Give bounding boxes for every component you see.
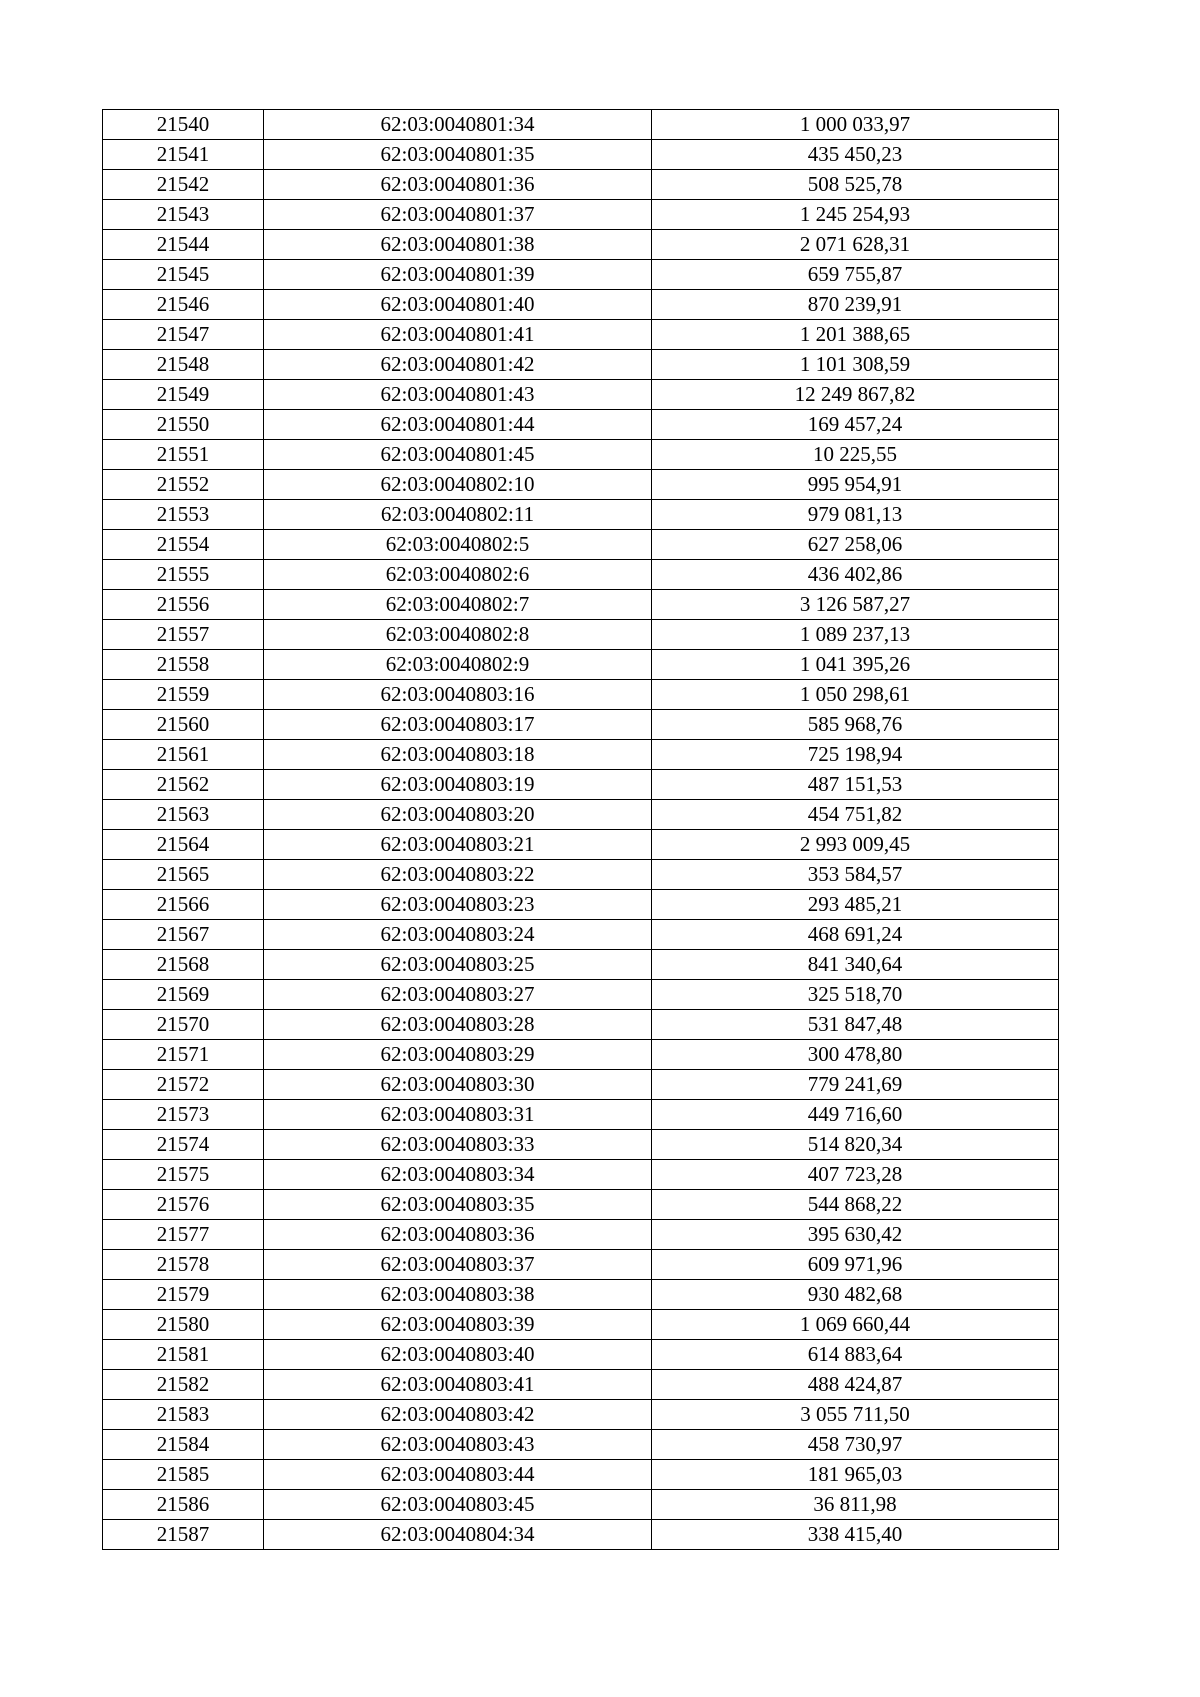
cadastral-number-cell: 62:03:0040801:36 (264, 170, 652, 200)
cadastral-value-cell: 585 968,76 (652, 710, 1059, 740)
cadastral-number-cell: 62:03:0040802:8 (264, 620, 652, 650)
table-row (103, 1130, 1059, 1160)
cadastral-number-cell: 62:03:0040803:25 (264, 950, 652, 980)
cadastral-value-cell: 930 482,68 (652, 1280, 1059, 1310)
row-number-cell: 21570 (103, 1010, 264, 1040)
cadastral-number-cell: 62:03:0040802:10 (264, 470, 652, 500)
cadastral-number-cell: 62:03:0040803:18 (264, 740, 652, 770)
cadastral-number-cell: 62:03:0040803:45 (264, 1490, 652, 1520)
row-number-cell: 21578 (103, 1250, 264, 1280)
table-row (103, 1160, 1059, 1190)
table-row (103, 890, 1059, 920)
cadastral-value-cell: 12 249 867,82 (652, 380, 1059, 410)
cadastral-number-cell: 62:03:0040803:43 (264, 1430, 652, 1460)
cadastral-number-cell: 62:03:0040803:23 (264, 890, 652, 920)
cadastral-number-cell: 62:03:0040803:41 (264, 1370, 652, 1400)
table-row (103, 1460, 1059, 1490)
cadastral-number-cell: 62:03:0040803:20 (264, 800, 652, 830)
table-row (103, 830, 1059, 860)
row-number-cell: 21579 (103, 1280, 264, 1310)
cadastral-value-cell: 3 055 711,50 (652, 1400, 1059, 1430)
row-number-cell: 21580 (103, 1310, 264, 1340)
table-row (103, 1400, 1059, 1430)
row-number-cell: 21550 (103, 410, 264, 440)
table-row (103, 920, 1059, 950)
table-row (103, 1490, 1059, 1520)
row-number-cell: 21555 (103, 560, 264, 590)
row-number-cell: 21547 (103, 320, 264, 350)
cadastral-number-cell: 62:03:0040803:39 (264, 1310, 652, 1340)
row-number-cell: 21565 (103, 860, 264, 890)
cadastral-value-cell: 514 820,34 (652, 1130, 1059, 1160)
cadastral-value-cell: 2 993 009,45 (652, 830, 1059, 860)
row-number-cell: 21551 (103, 440, 264, 470)
cadastral-value-cell: 1 041 395,26 (652, 650, 1059, 680)
cadastral-value-cell: 407 723,28 (652, 1160, 1059, 1190)
row-number-cell: 21587 (103, 1520, 264, 1550)
table-row (103, 380, 1059, 410)
cadastral-value-cell: 531 847,48 (652, 1010, 1059, 1040)
cadastral-number-cell: 62:03:0040803:16 (264, 680, 652, 710)
cadastral-value-cell: 614 883,64 (652, 1340, 1059, 1370)
row-number-cell: 21575 (103, 1160, 264, 1190)
row-number-cell: 21586 (103, 1490, 264, 1520)
cadastral-value-cell: 300 478,80 (652, 1040, 1059, 1070)
cadastral-value-cell: 488 424,87 (652, 1370, 1059, 1400)
cadastral-value-cell: 1 245 254,93 (652, 200, 1059, 230)
cadastral-value-cell: 609 971,96 (652, 1250, 1059, 1280)
table-row (103, 110, 1059, 140)
row-number-cell: 21571 (103, 1040, 264, 1070)
cadastral-number-cell: 62:03:0040803:37 (264, 1250, 652, 1280)
row-number-cell: 21569 (103, 980, 264, 1010)
cadastral-value-cell: 436 402,86 (652, 560, 1059, 590)
row-number-cell: 21558 (103, 650, 264, 680)
row-number-cell: 21546 (103, 290, 264, 320)
table-row (103, 590, 1059, 620)
table-row (103, 740, 1059, 770)
cadastral-number-cell: 62:03:0040801:43 (264, 380, 652, 410)
cadastral-value-cell: 454 751,82 (652, 800, 1059, 830)
row-number-cell: 21564 (103, 830, 264, 860)
cadastral-number-cell: 62:03:0040803:21 (264, 830, 652, 860)
row-number-cell: 21563 (103, 800, 264, 830)
table-row (103, 770, 1059, 800)
table-row (103, 1310, 1059, 1340)
cadastral-value-cell: 468 691,24 (652, 920, 1059, 950)
cadastral-number-cell: 62:03:0040803:24 (264, 920, 652, 950)
cadastral-number-cell: 62:03:0040803:30 (264, 1070, 652, 1100)
table-row (103, 1100, 1059, 1130)
table-row (103, 620, 1059, 650)
row-number-cell: 21541 (103, 140, 264, 170)
cadastral-number-cell: 62:03:0040803:44 (264, 1460, 652, 1490)
cadastral-number-cell: 62:03:0040803:38 (264, 1280, 652, 1310)
row-number-cell: 21585 (103, 1460, 264, 1490)
row-number-cell: 21560 (103, 710, 264, 740)
table-row (103, 170, 1059, 200)
cadastral-value-cell: 1 000 033,97 (652, 110, 1059, 140)
cadastral-value-cell: 725 198,94 (652, 740, 1059, 770)
cadastral-number-cell: 62:03:0040803:27 (264, 980, 652, 1010)
row-number-cell: 21576 (103, 1190, 264, 1220)
row-number-cell: 21582 (103, 1370, 264, 1400)
cadastral-number-cell: 62:03:0040802:5 (264, 530, 652, 560)
table-row (103, 410, 1059, 440)
table-row (103, 800, 1059, 830)
cadastral-value-cell: 779 241,69 (652, 1070, 1059, 1100)
table-row (103, 650, 1059, 680)
table-body (103, 110, 1059, 1550)
row-number-cell: 21552 (103, 470, 264, 500)
table-row (103, 1430, 1059, 1460)
cadastral-value-cell: 169 457,24 (652, 410, 1059, 440)
table-row (103, 710, 1059, 740)
cadastral-number-cell: 62:03:0040803:31 (264, 1100, 652, 1130)
table-row (103, 1280, 1059, 1310)
cadastral-value-cell: 1 089 237,13 (652, 620, 1059, 650)
row-number-cell: 21561 (103, 740, 264, 770)
row-number-cell: 21566 (103, 890, 264, 920)
cadastral-number-cell: 62:03:0040802:11 (264, 500, 652, 530)
row-number-cell: 21573 (103, 1100, 264, 1130)
row-number-cell: 21548 (103, 350, 264, 380)
row-number-cell: 21577 (103, 1220, 264, 1250)
cadastral-value-cell: 1 201 388,65 (652, 320, 1059, 350)
cadastral-number-cell: 62:03:0040801:41 (264, 320, 652, 350)
cadastral-value-cell: 659 755,87 (652, 260, 1059, 290)
cadastral-number-cell: 62:03:0040802:6 (264, 560, 652, 590)
row-number-cell: 21559 (103, 680, 264, 710)
cadastral-value-cell: 995 954,91 (652, 470, 1059, 500)
cadastral-number-cell: 62:03:0040801:34 (264, 110, 652, 140)
row-number-cell: 21581 (103, 1340, 264, 1370)
cadastral-value-cell: 10 225,55 (652, 440, 1059, 470)
row-number-cell: 21572 (103, 1070, 264, 1100)
table-row (103, 470, 1059, 500)
table-row (103, 1190, 1059, 1220)
cadastral-number-cell: 62:03:0040803:33 (264, 1130, 652, 1160)
cadastral-number-cell: 62:03:0040802:7 (264, 590, 652, 620)
cadastral-number-cell: 62:03:0040801:35 (264, 140, 652, 170)
row-number-cell: 21543 (103, 200, 264, 230)
table-row (103, 440, 1059, 470)
row-number-cell: 21553 (103, 500, 264, 530)
cadastral-value-cell: 627 258,06 (652, 530, 1059, 560)
table-row (103, 950, 1059, 980)
cadastral-number-cell: 62:03:0040801:39 (264, 260, 652, 290)
row-number-cell: 21562 (103, 770, 264, 800)
row-number-cell: 21549 (103, 380, 264, 410)
cadastral-value-cell: 870 239,91 (652, 290, 1059, 320)
cadastral-value-cell: 979 081,13 (652, 500, 1059, 530)
row-number-cell: 21544 (103, 230, 264, 260)
row-number-cell: 21568 (103, 950, 264, 980)
cadastral-value-cell: 544 868,22 (652, 1190, 1059, 1220)
table-row (103, 200, 1059, 230)
cadastral-number-cell: 62:03:0040801:45 (264, 440, 652, 470)
table-row (103, 140, 1059, 170)
cadastral-value-cell: 338 415,40 (652, 1520, 1059, 1550)
table-row (103, 290, 1059, 320)
cadastral-number-cell: 62:03:0040801:40 (264, 290, 652, 320)
table-row (103, 680, 1059, 710)
cadastral-value-cell: 2 071 628,31 (652, 230, 1059, 260)
cadastral-number-cell: 62:03:0040801:38 (264, 230, 652, 260)
table-row (103, 1520, 1059, 1550)
table-row (103, 1010, 1059, 1040)
cadastral-number-cell: 62:03:0040801:42 (264, 350, 652, 380)
cadastral-number-cell: 62:03:0040803:40 (264, 1340, 652, 1370)
table-row (103, 560, 1059, 590)
cadastral-value-cell: 435 450,23 (652, 140, 1059, 170)
row-number-cell: 21556 (103, 590, 264, 620)
table-row (103, 860, 1059, 890)
row-number-cell: 21554 (103, 530, 264, 560)
cadastral-number-cell: 62:03:0040803:42 (264, 1400, 652, 1430)
cadastral-value-cell: 449 716,60 (652, 1100, 1059, 1130)
table-row (103, 1370, 1059, 1400)
cadastral-value-cell: 353 584,57 (652, 860, 1059, 890)
table-row (103, 260, 1059, 290)
cadastral-value-cell: 1 101 308,59 (652, 350, 1059, 380)
cadastral-number-cell: 62:03:0040803:28 (264, 1010, 652, 1040)
table-row (103, 980, 1059, 1010)
cadastral-value-table (102, 109, 1059, 1550)
row-number-cell: 21583 (103, 1400, 264, 1430)
cadastral-number-cell: 62:03:0040801:44 (264, 410, 652, 440)
row-number-cell: 21574 (103, 1130, 264, 1160)
cadastral-number-cell: 62:03:0040804:34 (264, 1520, 652, 1550)
row-number-cell: 21557 (103, 620, 264, 650)
cadastral-value-cell: 36 811,98 (652, 1490, 1059, 1520)
row-number-cell: 21545 (103, 260, 264, 290)
cadastral-value-cell: 508 525,78 (652, 170, 1059, 200)
cadastral-number-cell: 62:03:0040802:9 (264, 650, 652, 680)
cadastral-value-cell: 487 151,53 (652, 770, 1059, 800)
table-row (103, 320, 1059, 350)
cadastral-value-cell: 181 965,03 (652, 1460, 1059, 1490)
table-row (103, 1070, 1059, 1100)
cadastral-number-cell: 62:03:0040801:37 (264, 200, 652, 230)
cadastral-value-cell: 1 050 298,61 (652, 680, 1059, 710)
cadastral-value-cell: 3 126 587,27 (652, 590, 1059, 620)
table-row (103, 530, 1059, 560)
cadastral-number-cell: 62:03:0040803:29 (264, 1040, 652, 1070)
table-row (103, 1340, 1059, 1370)
row-number-cell: 21542 (103, 170, 264, 200)
cadastral-number-cell: 62:03:0040803:35 (264, 1190, 652, 1220)
row-number-cell: 21540 (103, 110, 264, 140)
table-row (103, 1040, 1059, 1070)
cadastral-number-cell: 62:03:0040803:36 (264, 1220, 652, 1250)
cadastral-number-cell: 62:03:0040803:34 (264, 1160, 652, 1190)
cadastral-value-cell: 458 730,97 (652, 1430, 1059, 1460)
row-number-cell: 21567 (103, 920, 264, 950)
row-number-cell: 21584 (103, 1430, 264, 1460)
cadastral-value-cell: 395 630,42 (652, 1220, 1059, 1250)
cadastral-value-cell: 325 518,70 (652, 980, 1059, 1010)
table-row (103, 1220, 1059, 1250)
table-row (103, 500, 1059, 530)
cadastral-value-cell: 841 340,64 (652, 950, 1059, 980)
table-row (103, 230, 1059, 260)
cadastral-number-cell: 62:03:0040803:19 (264, 770, 652, 800)
cadastral-value-cell: 1 069 660,44 (652, 1310, 1059, 1340)
cadastral-number-cell: 62:03:0040803:17 (264, 710, 652, 740)
cadastral-value-cell: 293 485,21 (652, 890, 1059, 920)
table-row (103, 350, 1059, 380)
table-row (103, 1250, 1059, 1280)
cadastral-number-cell: 62:03:0040803:22 (264, 860, 652, 890)
